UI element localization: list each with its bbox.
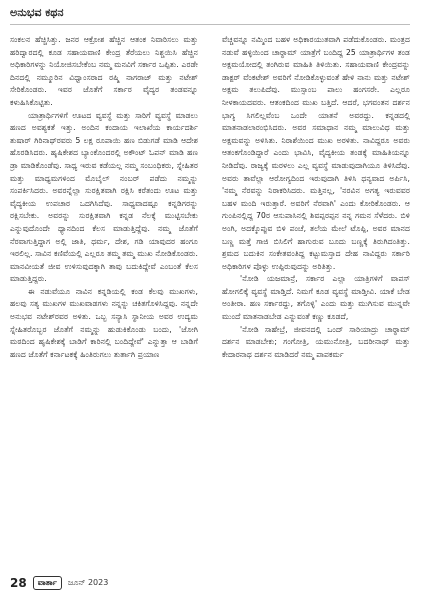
magazine-logo: ವಾರ್ತಾ [33,576,62,590]
paragraph: ವೆಚ್ಚವನ್ನೂ ನಮ್ಮಿಂದ ಬಹಳ ಅಧಿಕಾರಯುತವಾಗಿ ಪಡೆದುಕೊಂಡರು. ಮಂತ್ರದ ನಡುವೆ ಹಳ್ಳಿಯಿಂದ ಚಾರ್‍ಧಾಮ್ ಯಾತ್ರೆಗೆ ಬಂದಿದ್ದ 25 ಯಾತ್ರಾರ್ಥಿಗಳ ತಂಡ ಅಕ್ಷಮಯೋದಲ್ಲಿ ತಂಗಿರುವ ಮಾಹಿತಿ ತಿಳಿಯಿತು. ಸಹಾಯವಾಣಿ ಕೇಂದ್ರವನ್ನು ಡಾಕ್ಟರ್ ವೆಂಕಟೇಶ್ ಅವರಿಗೆ ನೋಡಿಕೊಳ್ಳುವಂತೆ ಹೇಳಿ ನಾನು ಮತ್ತು ನಟೇಶ್ ಅಕ್ಷಮ ತಲುಪಿದೆವು. ಮುಸ್ಸಾಂಬ ಪಾಲು ಹಂಗಸರೇ. ಎಲ್ಲರೂ ನೀಳಕಾಯದವರು. ಆತಂಕದಿಂದ ಮುಖ ಬತ್ತಿದೆ. ಆದರೆ, ಭಗವಂತನ ದರ್ಶನ ಭಾಗ್ಯ ಸಿಗಲಿಲ್ಲವೆಂಬ ಒಂದೇ ಯಾತನೆ ಅವರದ್ದು. ಕನ್ನಡದಲ್ಲಿ ಮಾತನಾಡಲಾರಂಭಿಸಿದರು. ಅವರ ಸಮಾಧಾನ ನಮ್ಮ ಮಾಲುವಿಧ ಮತ್ತು ಅಕ್ಷಮವನ್ನು ಅಳಿಸಿತು. ನಿರಾಶೆಯಿಂದ ಮುಖ ಅರಳಿತು. ನಾವಿದ್ದರೂ ಅವರು ಆತಂಕಗೊಂಡಿದ್ದಾರೆ ಎಂದು ಭಾವಿಸಿ, ವೈದ್ಯಕೀಯ ತಂಡಕ್ಕೆ ಮಾಹಿತಿಯನ್ನೂ ನೀಡಿದೆವು. ರಾಜ್ಯಕ್ಕೆ ಮರಳಲು ಎಲ್ಲ ವ್ಯವಸ್ಥೆ ಮಾಡುವುದಾಗಿಯೂ ತಿಳಿಸಿದೆವು. ಅವರು ತಾವೆಲ್ಲಾ ಆರೋಗ್ಯದಿಂದ ಇರುವುದಾಗಿ ತಿಳಿಸಿ ಧನ್ಯವಾದ ಅರ್ಪಿಸಿ, 'ನಮ್ಮ ನೆರವನ್ನು ನಿರಾಕರಿಸಿದರು. ಮತ್ತಿನಲ್ಲ, 'ನರವಿನ ಅಗತ್ಯ ಇರುವವರ ಬಹಳ ಮಂದಿ ಇರುತ್ತಾರೆ. ಅವರಿಗೆ ನೆರವಾಗಿ' ಎಂದು ಕೋರಿಕೊಂಡರು. ಆ ಗುಂಪಿನಲ್ಲಿದ್ದ 70ರ ಆಸುಪಾಸಿನಲ್ಲಿ ಶಿವಪ್ಪರಪ್ಪನ ನನ್ನ ಗಮನ ಸೆಳೆದರು. ಬಿಳಿ ಅಂಗಿ, ಅದಕ್ಕೊಪ್ಪುವ ಬಿಳಿ ಪಂಚೆ, ತಲೆಯ ಮೇಲೆ ಟೊಪ್ಪಿ, ಅವರ ಮಾನದ ಬಣ್ಣ ಮತ್ತೆ ಗಾಜಿ ಬಿಸಿಲಿಗೆ ಹಾಗುರುವ ಬೂದು ಬಣ್ಣಕ್ಕೆ ತಿರುಗಿದಂತಿತ್ತು. ಶ್ರಮದ ಬದುಕಿನ ಸಂಕೇತವಂತಿದ್ದ ಕಟ್ಟುಮಸ್ತಾದ ದೇಹ ನಾವಿದ್ದರು ಸರ್ಕಾರಿ ಅಧಿಕಾರಿಗಳ ಪೊಳ್ಳು ಉಪ್ಪಿರುವುದನ್ನು ಅರಿತಿತ್ತು. [222,35,410,271]
paragraph: 'ನೋಡಿ ಸಾಹೇಬ್ರೆ, ಜೀವನದಲ್ಲಿ ಒಂದ್ ಸಾರಿಯಾದ್ರು ಚಾರ್‍ಧಾಮ್ ದರ್ಶನ ಮಾಡಬೇಕು; ಗಂಗೋತ್ರಿ, ಯಮುನೋತ್ರಿ, ಬದರೀನಾಥ್ ಮತ್ತು ಕೇದಾರನಾಥ ದರ್ಶನ ಮಾಡಿದರೆ ನಮ್ಮ ಪಾಪಕರ್ಮ [222,324,410,359]
header-divider [10,24,410,25]
paragraph: 'ನೋಡಿ ಯಜಮಾನ್ರೆ, ಸರ್ಕಾರ ಎಲ್ಲಾ ಯಾತ್ರಿಗಳಿಗೆ ವಾಪಸ್ ಹೋಗಲಿಕ್ಕೆ ವ್ಯವಸ್ಥೆ ಮಾಡ್ತಿದೆ. ನಿಮಗೆ ಕೂಡ ವ್ಯವಸ್ಥೆ ಮಾಡ್ತೀವಿ. ಯಾಕೆ ಬೇಡ ಅಂತೀರಾ. ಹಣ ಸರ್ಕಾರದ್ದು, ತಗೊಳ್ಳಿ' ಎಂದು ಮತ್ತು ಮುಗಿಸುವ ಮುನ್ನವೇ ಮುಂದೆ ಮಾತನಾಡಬೇಡ ಎನ್ನುವಂತೆ ಕಣ್ಣು ಕೂಡದೆ, [222,274,410,322]
paragraph: ಈ ನಡುವೆಯೂ ನಾವಿನ ಕನ್ನಡಿಯಲ್ಲಿ ಕಂಡ ಕೆಲವು ಮುಖಗಳು, ಹಲವು ಸತ್ಯ ಮುಖಗಳ ಮುಖವಾಡಗಳು ನನ್ನನ್ನು ಚಕಿತಗೊಳಿಸಿದ್ದವು. ನನ್ನದೇ ಅನುಭವ ನಟೇಶ್‍ರವರ ಅಳಿತು. ಒಬ್ಬ ಸನ್ಯಾಸಿ ಸ್ಥಾನೀಯ ಅವರ ಉದ್ಯಮ ಸ್ನೇಹಿತರೊಬ್ಬರ ಜೊತೆಗೆ ನಮ್ಮನ್ನು ಹುಡುಕಿಕೊಂಡು ಬಂದು, 'ಜೋಗಿ ಮಠದಿಂದ ಹೃಷಿಕೇಶಕ್ಕೆ ಬಾಡಿಗೆ ಕಾರಿನಲ್ಲಿ ಬಂದಿದ್ದೇವೆ' ಎನ್ನುತ್ತಾ ಆ ಬಾಡಿಗೆ ಹಣದ ಜೊತೆಗೆ ಕರ್ನಾಟಕಕ್ಕೆ ಹಿಂತಿರುಗಲು ತುರ್ತಾಗಿ ಪ್ರಯಾಣ [10,286,198,359]
section-title: ಅನುಭವ ಕಥನ [10,6,64,19]
article-column-left [10,34,198,564]
issue-date: ಜೂನ್ 2023 [67,578,109,587]
paragraph: ಯಾತ್ರಾರ್ಥಿಗಳಿಗೆ ಊಟದ ವ್ಯವಸ್ಥೆ ಮತ್ತು ಸಾರಿಗೆ ವ್ಯವಸ್ಥೆ ಮಾಡಲು ಹಣದ ಅವಶ್ಯಕತೆ ಇತ್ತು. ಅಂದಿನ ಕಂದಾಯ ಇಲಾಖೆಯ ಕಾರ್ಯದರ್ಶಿ ತುಷಾರ್ ಗಿರಿನಾಥ್‍ರವರು 5 ಲಕ್ಷ ರೂಪಾಯಿ ಹಣ ಬಿಡುಗಡೆ ಮಾಡಿ ಆದೇಶ ಹೊರಡಿಸಿದರು. ಹೃಷಿಕೇಶದ ಬ್ಯಾಂಕೊಂದರಲ್ಲಿ ಅಕೌಂಟ್ ಓಪನ್ ಮಾಡಿ ಹಣ ಡ್ರಾ ಮಾಡಿಕೊಂಡೆವು. ಸಾಧ್ಯ ಇರುವ ಕಡೆಯಲ್ಲ ನಮ್ಮ ಸಂಬಂಧಿಕರು, ಸ್ನೇಹಿತರ ಮತ್ತು ಮಾಧ್ಯಮಗಳಿಂದ ಮೊಬೈಲ್ ನಂಬರ್ ಪಡೆದು ನಮ್ಮನ್ನು ಸಂಪರ್ಕಿಸಿದರು. ಅವರನ್ನೆಲ್ಲಾ ಸುರಕ್ಷಿತವಾಗಿ ರಕ್ಷಿಸಿ ಕರೆತಂದು ಊಟ ಮತ್ತು ವೈದ್ಯಕೀಯ ಉಪಚಾರ ಒದಗಿಸಿದೆವು. ಸಾಧ್ಯವಾದಷ್ಟೂ ಕನ್ನಡಿಗರನ್ನು ರಕ್ಷಿಸಬೇಕು. ಅವರನ್ನು ಸುರಕ್ಷಿತವಾಗಿ ಕನ್ನಡ ನೆಲಕ್ಕೆ ಮುಟ್ಟಿಸಬೇಕು ಎನ್ನುವುದೊಂದೇ ಧ್ಯಾನದಿಂದ ಕೆಲಸ ಮಾಡುತ್ತಿದ್ದೆವು. ನಮ್ಮ ಜೊತೆಗೆ ನೆರವಾಗುತ್ತಿದ್ದಾಗ ಅಲ್ಲಿ ಜಾತಿ, ಧರ್ಮ, ದೇಶ, ಗಡಿ ಯಾವುದರ ಹಂಗೂ ಇರಲಿಲ್ಲ. ಸಾವಿನ ಕಣಿವೆಯಲ್ಲಿ ಎಲ್ಲರೂ ತಮ್ಮ ತಮ್ಮ ಮುಖ ನೋಡಿಕೊಂಡರು. ಮಾನವೀಯತೆ ಜೀವ ಉಳಿಸುವುದಕ್ಕಾಗಿ ತಾವು ಬದುಕಿದ್ದೇವೆ ಎಂಬಂತೆ ಕೆಲಸ ಮಾಡುತ್ತಿದ್ದರು. [10,110,198,284]
paragraph: ಸಂಕಲನ ಹೆಚ್ಚಿಸಿತ್ತು. ಜನರ ಆಕ್ರೋಶ ಹೆಚ್ಚಿನ ಆತಂಕ ನಿವಾರಿಸಲು ಮತ್ತು ಹರಿದ್ವಾರದಲ್ಲಿ ಕೂಡ ಸಹಾಯವಾಣಿ ಕೇಂದ್ರ ತೆರೆಯಲು ನಿಶ್ಚಯಿಸಿ ಹೆಚ್ಚಿನ ಅಧಿಕಾರಿಗಳನ್ನು ನಿಯೋಜಿಸಬೇಕೆಂಬ ನಮ್ಮ ಮನವಿಗೆ ಸರ್ಕಾರ ಒಪ್ಪಿತು. ಎರಡೇ ದಿನದಲ್ಲಿ ನಮ್ಮೂರಿನ ವಿಧ್ವಾಂಸರಾದ ರಷ್ಮಿ ನಾಗರಾಜ್ ಮತ್ತು ನಟೇಶ್ ಸೇರಿಕೊಂಡರು. ಇವರ ಜೊತೆಗೆ ಸರ್ಕಾರ ವೈದ್ಯರ ತಂಡವನ್ನೂ ಕಳುಹಿಸಿಕೊಟ್ಟಿತು. [10,35,198,107]
page-footer [10,576,410,590]
article-column-right [222,34,410,564]
page-number: 28 [10,576,27,590]
